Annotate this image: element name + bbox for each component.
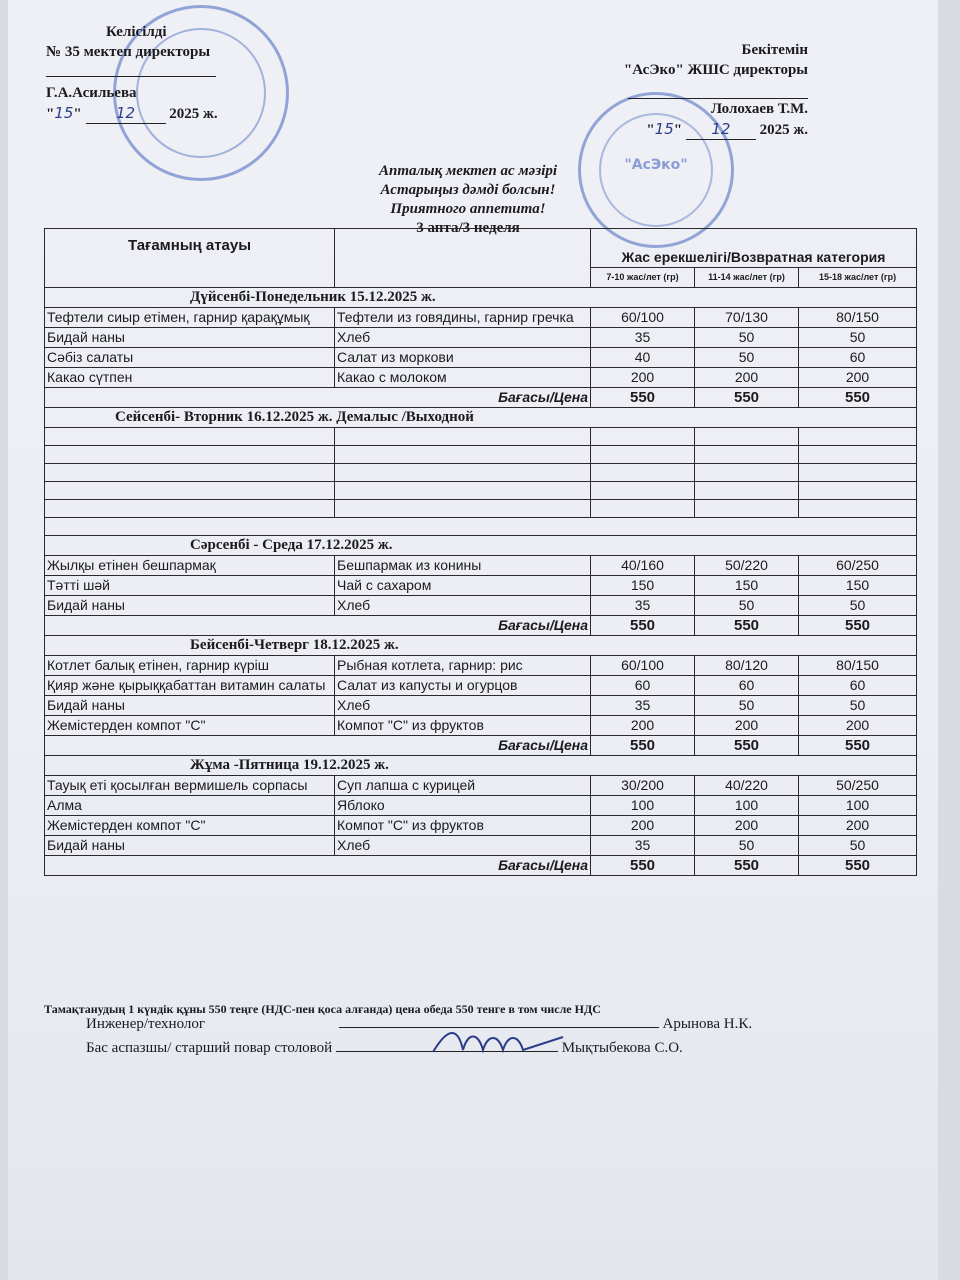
signature-line-right — [628, 80, 808, 99]
table-row — [45, 796, 917, 816]
price-row — [45, 388, 917, 408]
portion-7-10: 150 — [591, 576, 695, 596]
dish-ru: Хлеб — [335, 596, 591, 616]
day-header-row — [45, 288, 917, 308]
day-header-row — [45, 408, 917, 428]
portion-11-14: 70/130 — [695, 308, 799, 328]
day-header-friday: Жұма -Пятница 19.12.2025 ж. — [45, 756, 917, 776]
portion-11-14: 150 — [695, 576, 799, 596]
company-director-name: Лолохаев Т.М. — [710, 101, 808, 117]
week-label: 3 апта/3 неделя — [416, 220, 520, 236]
table-row — [45, 348, 917, 368]
day-header-thursday: Бейсенбі-Четверг 18.12.2025 ж. — [45, 636, 917, 656]
portion-11-14: 50/220 — [695, 556, 799, 576]
portion-7-10: 60/100 — [591, 656, 695, 676]
approved-block — [568, 40, 808, 140]
portion-15-18: 60 — [799, 676, 917, 696]
dish-kz: Тәтті шәй — [45, 576, 335, 596]
table-row — [45, 596, 917, 616]
empty-row — [45, 482, 917, 500]
portion-15-18: 50 — [799, 696, 917, 716]
portion-11-14: 50 — [695, 696, 799, 716]
dish-kz: Бидай наны — [45, 836, 335, 856]
portion-7-10: 200 — [591, 368, 695, 388]
chef-name: Мықтыбекова С.О. — [561, 1040, 683, 1056]
table-header-row — [45, 229, 917, 268]
dish-ru: Компот "С" из фруктов — [335, 816, 591, 836]
dish-ru: Тефтели из говядины, гарнир гречка — [335, 308, 591, 328]
table-row — [45, 308, 917, 328]
dish-ru: Хлеб — [335, 696, 591, 716]
day-header-row — [45, 636, 917, 656]
agreed-block — [46, 22, 218, 124]
table-row — [45, 576, 917, 596]
portion-15-18: 60/250 — [799, 556, 917, 576]
dish-ru: Бешпармак из конины — [335, 556, 591, 576]
dish-ru: Хлеб — [335, 328, 591, 348]
menu-title — [308, 162, 628, 238]
price-row — [45, 856, 917, 876]
empty-row — [45, 500, 917, 518]
portion-11-14: 50 — [695, 596, 799, 616]
price-row — [45, 736, 917, 756]
portion-15-18: 200 — [799, 368, 917, 388]
price-row — [45, 616, 917, 636]
price-11-14: 550 — [695, 856, 799, 876]
portion-15-18: 200 — [799, 716, 917, 736]
portion-15-18: 60 — [799, 348, 917, 368]
chef-signature-row — [86, 1040, 683, 1057]
dish-kz: Бидай наны — [45, 328, 335, 348]
table-row — [45, 776, 917, 796]
portion-15-18: 80/150 — [799, 308, 917, 328]
price-label: Бағасы/Цена — [45, 856, 591, 876]
day-header-row — [45, 536, 917, 556]
price-7-10: 550 — [591, 616, 695, 636]
portion-7-10: 100 — [591, 796, 695, 816]
dish-ru: Хлеб — [335, 836, 591, 856]
document-page — [8, 0, 938, 1280]
table-row — [45, 556, 917, 576]
dish-ru: Суп лапша с курицей — [335, 776, 591, 796]
dish-kz: Жемістерден компот "С" — [45, 816, 335, 836]
menu-table — [44, 228, 917, 876]
portion-7-10: 35 — [591, 328, 695, 348]
dish-ru: Компот "С" из фруктов — [335, 716, 591, 736]
price-7-10: 550 — [591, 856, 695, 876]
empty-row — [45, 428, 917, 446]
portion-7-10: 200 — [591, 716, 695, 736]
portion-15-18: 100 — [799, 796, 917, 816]
price-15-18: 550 — [799, 616, 917, 636]
price-label: Бағасы/Цена — [45, 736, 591, 756]
approved-label: Бекітемін — [741, 42, 808, 58]
table-row — [45, 328, 917, 348]
dish-kz: Тефтели сиыр етімен, гарнир қарақұмық — [45, 308, 335, 328]
price-15-18: 550 — [799, 736, 917, 756]
title-line-3: Приятного аппетита! — [390, 201, 546, 217]
table-row — [45, 676, 917, 696]
signature-line — [46, 62, 216, 77]
portion-7-10: 35 — [591, 596, 695, 616]
empty-row — [45, 518, 917, 536]
dish-kz: Жемістерден компот "С" — [45, 716, 335, 736]
dish-kz: Тауық еті қосылған вермишель сорпасы — [45, 776, 335, 796]
chef-label: Бас аспазшы/ старший повар столовой — [86, 1040, 333, 1056]
table-row — [45, 836, 917, 856]
agreed-label: Келісілді — [106, 24, 167, 40]
dish-kz: Бидай наны — [45, 596, 335, 616]
daily-cost-note: Тамақтанудың 1 күндік құны 550 теңге (НДС-пен қоса алғанда) цена обеда 550 тенге в том числе НДС — [44, 1002, 601, 1016]
portion-11-14: 200 — [695, 716, 799, 736]
dish-ru: Чай с сахаром — [335, 576, 591, 596]
dish-name-header: Тағамның атауы — [45, 229, 335, 288]
title-line-1: Апталық мектеп ас мәзірі — [378, 163, 558, 179]
portion-11-14: 60 — [695, 676, 799, 696]
portion-7-10: 30/200 — [591, 776, 695, 796]
price-15-18: 550 — [799, 856, 917, 876]
portion-15-18: 50 — [799, 596, 917, 616]
dish-kz: Сәбіз салаты — [45, 348, 335, 368]
table-row — [45, 716, 917, 736]
empty-row — [45, 464, 917, 482]
dish-kz: Котлет балық етінен, гарнир күріш — [45, 656, 335, 676]
age-group-15-18: 15-18 жас/лет (гр) — [799, 268, 917, 288]
price-label: Бағасы/Цена — [45, 616, 591, 636]
agreed-date: "15" 12 2025 ж. — [46, 104, 218, 122]
handwritten-signature-icon — [428, 1022, 568, 1062]
portion-7-10: 200 — [591, 816, 695, 836]
portion-15-18: 50 — [799, 328, 917, 348]
portion-15-18: 80/150 — [799, 656, 917, 676]
company-seal-text: "АсЭко" — [624, 157, 688, 173]
dish-ru: Яблоко — [335, 796, 591, 816]
price-11-14: 550 — [695, 616, 799, 636]
age-category-header: Жас ерекшелігі/Возвратная категория — [591, 229, 917, 268]
dish-name-header-ru — [335, 229, 591, 288]
portion-11-14: 100 — [695, 796, 799, 816]
price-7-10: 550 — [591, 736, 695, 756]
dish-kz: Какао сүтпен — [45, 368, 335, 388]
portion-7-10: 60/100 — [591, 308, 695, 328]
company-director-title: "АсЭко" ЖШС директоры — [623, 62, 808, 78]
age-group-7-10: 7-10 жас/лет (гр) — [591, 268, 695, 288]
dish-kz: Алма — [45, 796, 335, 816]
dish-kz: Қияр және қырыққабаттан витамин салаты — [45, 676, 335, 696]
title-line-2: Астарыңыз дәмді болсын! — [380, 182, 556, 198]
dish-kz: Бидай наны — [45, 696, 335, 716]
portion-15-18: 150 — [799, 576, 917, 596]
dish-ru: Рыбная котлета, гарнир: рис — [335, 656, 591, 676]
portion-11-14: 50 — [695, 348, 799, 368]
table-row — [45, 816, 917, 836]
empty-row — [45, 446, 917, 464]
price-label: Бағасы/Цена — [45, 388, 591, 408]
portion-7-10: 35 — [591, 836, 695, 856]
day-header-row — [45, 756, 917, 776]
day-header-wednesday: Сәрсенбі - Среда 17.12.2025 ж. — [45, 536, 917, 556]
engineer-signature-row — [86, 1016, 752, 1033]
price-11-14: 550 — [695, 388, 799, 408]
portion-11-14: 200 — [695, 368, 799, 388]
dish-kz: Жылқы етінен бешпармақ — [45, 556, 335, 576]
dish-ru: Салат из моркови — [335, 348, 591, 368]
price-15-18: 550 — [799, 388, 917, 408]
footer — [44, 1002, 924, 1017]
day-header-monday: Дүйсенбі-Понедельник 15.12.2025 ж. — [45, 288, 917, 308]
portion-15-18: 200 — [799, 816, 917, 836]
portion-7-10: 60 — [591, 676, 695, 696]
approved-date: "15" 12 2025 ж. — [646, 120, 808, 138]
portion-11-14: 200 — [695, 816, 799, 836]
school-director-name: Г.А.Асильева — [46, 85, 137, 101]
age-group-11-14: 11-14 жас/лет (гр) — [695, 268, 799, 288]
portion-7-10: 40/160 — [591, 556, 695, 576]
price-7-10: 550 — [591, 388, 695, 408]
price-11-14: 550 — [695, 736, 799, 756]
portion-7-10: 40 — [591, 348, 695, 368]
portion-15-18: 50 — [799, 836, 917, 856]
dish-ru: Салат из капусты и огурцов — [335, 676, 591, 696]
portion-11-14: 50 — [695, 836, 799, 856]
portion-11-14: 50 — [695, 328, 799, 348]
engineer-name: Арынова Н.К. — [662, 1016, 753, 1032]
table-row — [45, 696, 917, 716]
day-header-tuesday: Сейсенбі- Вторник 16.12.2025 ж. Демалыс /Выходной — [45, 408, 917, 428]
portion-15-18: 50/250 — [799, 776, 917, 796]
dish-ru: Какао с молоком — [335, 368, 591, 388]
portion-7-10: 35 — [591, 696, 695, 716]
table-row — [45, 368, 917, 388]
engineer-label: Инженер/технолог — [86, 1016, 206, 1032]
table-row — [45, 656, 917, 676]
portion-11-14: 40/220 — [695, 776, 799, 796]
school-director-title: № 35 мектеп директоры — [46, 44, 211, 60]
portion-11-14: 80/120 — [695, 656, 799, 676]
